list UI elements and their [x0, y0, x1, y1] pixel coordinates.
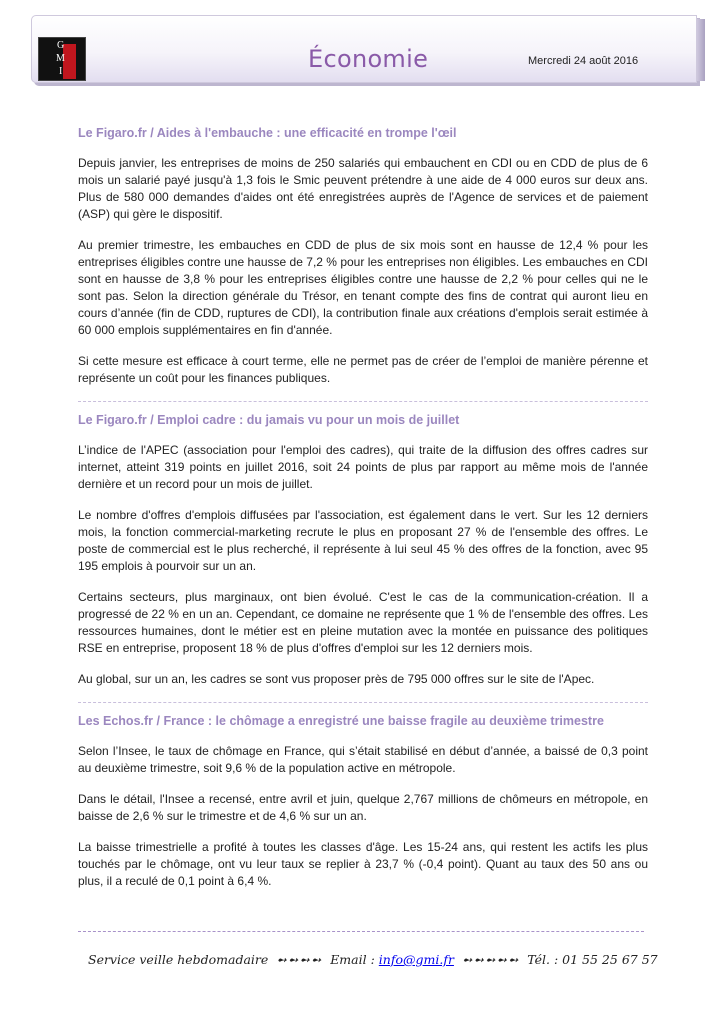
footer-divider — [78, 931, 644, 932]
article-content — [78, 124, 648, 904]
arrow-icon: ➻➻➻➻➻ — [461, 952, 520, 967]
page-title: Économie — [308, 45, 429, 73]
email-link[interactable]: info@gmi.fr — [378, 952, 454, 967]
section-title: Le Figaro.fr / Emploi cadre : du jamais vu pour un mois de juillet — [78, 413, 460, 427]
paragraph: La baisse trimestrielle a profité à toutes les classes d'âge. Les 15-24 ans, qui restent les actifs les plus touchés par le chômage, ont vu leur taux se replier à 23,7 % (-0,4 point). Quant au taux des 50 ans ou plus, il a reculé de 0,1 point à 6,4 %. — [78, 840, 648, 888]
article-section — [78, 124, 648, 387]
footer-phone: Tél. : 01 55 25 67 57 — [527, 952, 658, 967]
logo-letter-g: G — [57, 40, 65, 51]
paragraph: Le nombre d'offres d'emplois diffusées par l'association, est également dans le vert. Sur les 12 derniers mois, la fonction commercial-marketing recrute le plus en proposant 27 % de l'ensemble des offres. Le poste de commercial est le plus recherché, il représente à lui seul 45 % des offres de la fonction, avec 95 195 emplois à pourvoir sur un an. — [78, 508, 648, 573]
paragraph: Certains secteurs, plus marginaux, ont bien évolué. C'est le cas de la communication-création. Il a progressé de 22 % en un an. Cependant, ce domaine ne représente que 1 % de l'ensemble des offres. Les ressources humaines, dont le métier est en pleine mutation avec la montée en puissance des politiques RSE en entreprise, proposent 18 % de plus d'offres d'emploi sur les 12 derniers mois. — [78, 590, 648, 655]
header-bevel — [697, 19, 705, 81]
section-divider — [78, 401, 648, 402]
section-title: Les Echos.fr / France : le chômage a enregistré une baisse fragile au deuxième trimestre — [78, 714, 604, 728]
footer-service-text: Service veille hebdomadaire — [88, 952, 269, 967]
page-date: Mercredi 24 août 2016 — [528, 55, 639, 67]
paragraph: Au premier trimestre, les embauches en CDD de plus de six mois sont en hausse de 12,4 % pour les entreprises éligibles contre une hausse de 7,2 % pour les entreprises non éligibles. Les embauches en CDI sont en hausse de 3,8 % pour les entreprises éligibles contre une hausse de 2,2 % pour celles qui ne le sont pas. Selon la direction générale du Trésor, en tenant compte des fins de contrat qui auront lieu en cours d’année (fin de CDD, ruptures de CDI), la contribution finale aux créations d'emplois serait estimée à 60 000 emplois supplémentaires en fin d'année. — [78, 238, 648, 337]
page-header — [31, 15, 697, 83]
article-section — [78, 712, 648, 890]
section-divider — [78, 702, 648, 703]
paragraph: Au global, sur un an, les cadres se sont vus proposer près de 795 000 offres sur le site de l'Apec. — [78, 672, 595, 686]
article-section — [78, 411, 648, 688]
paragraph: Depuis janvier, les entreprises de moins de 250 salariés qui embauchent en CDI ou en CDD de plus de 6 mois un salarié payé jusqu'à 1,3 fois le Smic peuvent prétendre à une aide de 4 000 euros sur deux ans. Plus de 580 000 demandes d'aides ont été enregistrées auprès de l'Agence de services et de paiement (ASP) qui gère le dispositif. — [78, 156, 648, 221]
page-footer — [88, 952, 658, 967]
paragraph: Dans le détail, l'Insee a recensé, entre avril et juin, quelque 2,767 millions de chômeurs en métropole, en baisse de 2,6 % sur le trimestre et de 4,6 % sur un an. — [78, 792, 648, 823]
arrow-icon: ➻➻➻➻ — [276, 952, 323, 967]
paragraph: L’indice de l'APEC (association pour l'emploi des cadres), qui traite de la diffusion des offres cadres sur internet, atteint 319 points en juillet 2016, soit 24 points de plus par rapport au même mois de l'année dernière et un record pour un mois de juillet. — [78, 443, 648, 491]
logo-letter-m: M — [56, 53, 65, 64]
footer-email-label: Email : — [330, 952, 375, 967]
section-title: Le Figaro.fr / Aides à l'embauche : une efficacité en trompe l'œil — [78, 126, 457, 140]
gmi-logo — [38, 37, 86, 81]
paragraph: Si cette mesure est efficace à court terme, elle ne permet pas de créer de l’emploi de manière pérenne et représente un coût pour les finances publiques. — [78, 354, 648, 385]
paragraph: Selon l’Insee, le taux de chômage en France, qui s’était stabilisé en début d’année, a baissé de 0,3 point au deuxième trimestre, soit 9,6 % de la population active en métropole. — [78, 744, 648, 775]
logo-letter-i: I — [59, 66, 63, 77]
